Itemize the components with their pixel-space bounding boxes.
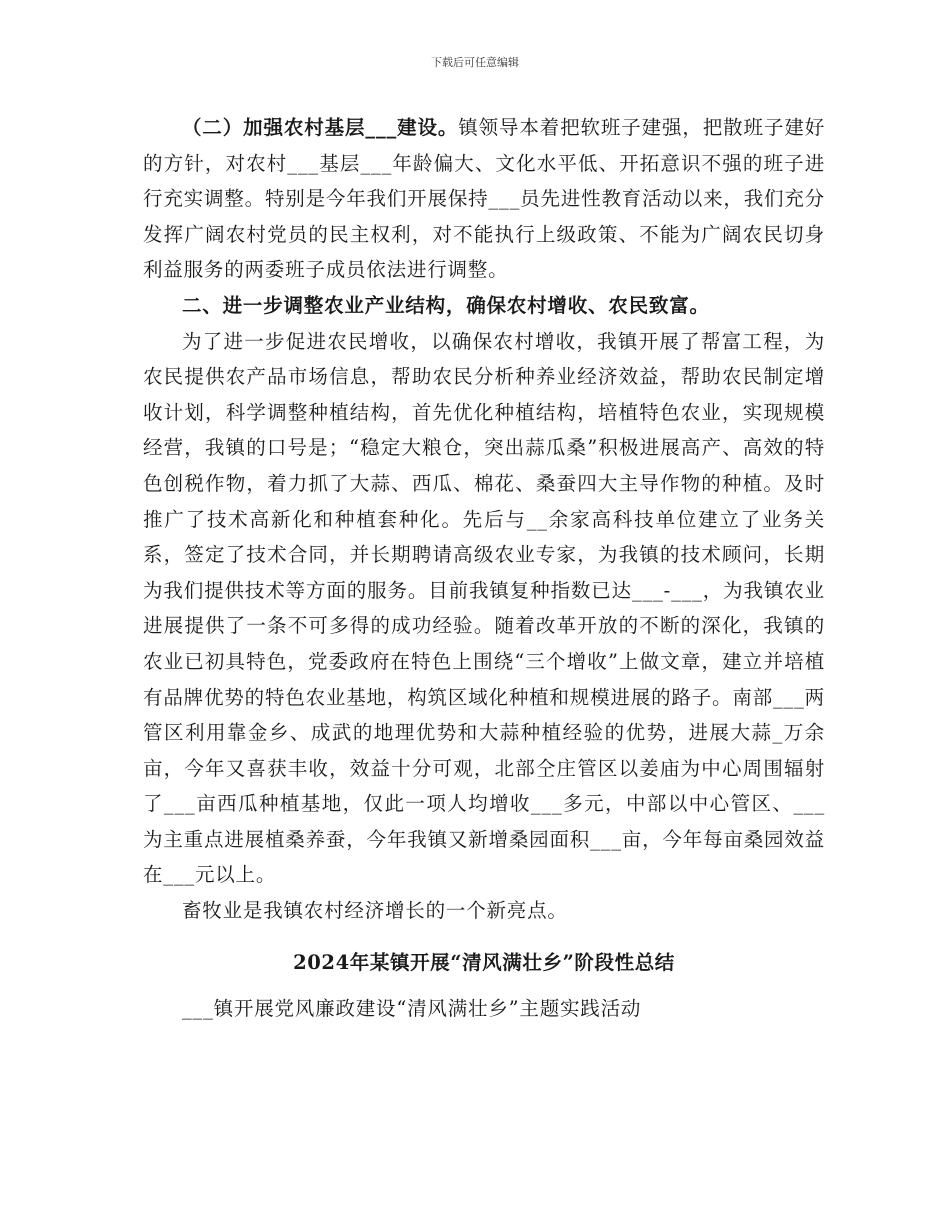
paragraph-text: 镇领导本着把软班子建强，把散班子建好的方针，对农村___基层___年龄偏大、文化水平低、开拓意识不强的班子进行充实调整。特别是今年我们开展保持___员先进性教育活动以来，我们充分发挥广阔农村党员的民主权利，对不能执行上级政策、不能为广阔农民切身利益服务的两委班子成员依法进行调整。 [143,116,825,282]
paragraph-agriculture-structure: 为了进一步促进农民增收，以确保农村增收，我镇开展了帮富工程，为农民提供农产品市场信息，帮助农民分析种养业经济效益，帮助农民制定增收计划，科学调整种植结构，首先优化种植结构，培植特色农业，实现规模经营，我镇的口号是；“稳定大粮仓，突出蒜瓜桑”积极进展高产、高效的特色创税作物，着力抓了大蒜、西瓜、棉花、桑蚕四大主导作物的种植。及时推广了技术高新化和种植套种化。先后与__余家高科技单位建立了业务关系，签定了技术合同，并长期聘请高级农业专家，为我镇的技术顾问，长期为我们提供技术等方面的服务。目前我镇复种指数已达___-___，为我镇农业进展提供了一条不可多得的成功经验。随着改革开放的不断的深化，我镇的农业已初具特色，党委政府在特色上围绕“三个增收”上做文章，建立并培植有品牌优势的特色农业基地，构筑区域化种植和规模进展的路子。南部___两管区利用靠金乡、成武的地理优势和大蒜种植经验的优势，进展大蒜_万余亩，今年又喜获丰收，效益十分可观，北部仝庄管区以姜庙为中心周围辐射了___亩西瓜种植基地，仅此一项人均增收___多元，中部以中心管区、___为主重点进展植桑养蚕，今年我镇又新增桑园面积___亩，今年每亩桑园效益在___元以上。 [143,329,825,887]
paragraph-livestock: 畜牧业是我镇农村经济增长的一个新亮点。 [182,899,568,923]
section-heading-adjust-agriculture: 二、进一步调整农业产业结构，确保农村增收、农民致富。 [182,293,710,317]
document-body [143,110,825,1026]
header-note: 下载后可任意编辑 [431,56,519,69]
paragraph-closing: ___镇开展党风廉政建设“清风满壮乡”主题实践活动 [182,996,642,1020]
document-title: 2024年某镇开展“清风满壮乡”阶段性总结 [293,950,675,974]
paragraph-lead: （二）加强农村基层___建设。 [182,116,459,139]
paragraph-strengthen-grassroots [143,110,825,288]
